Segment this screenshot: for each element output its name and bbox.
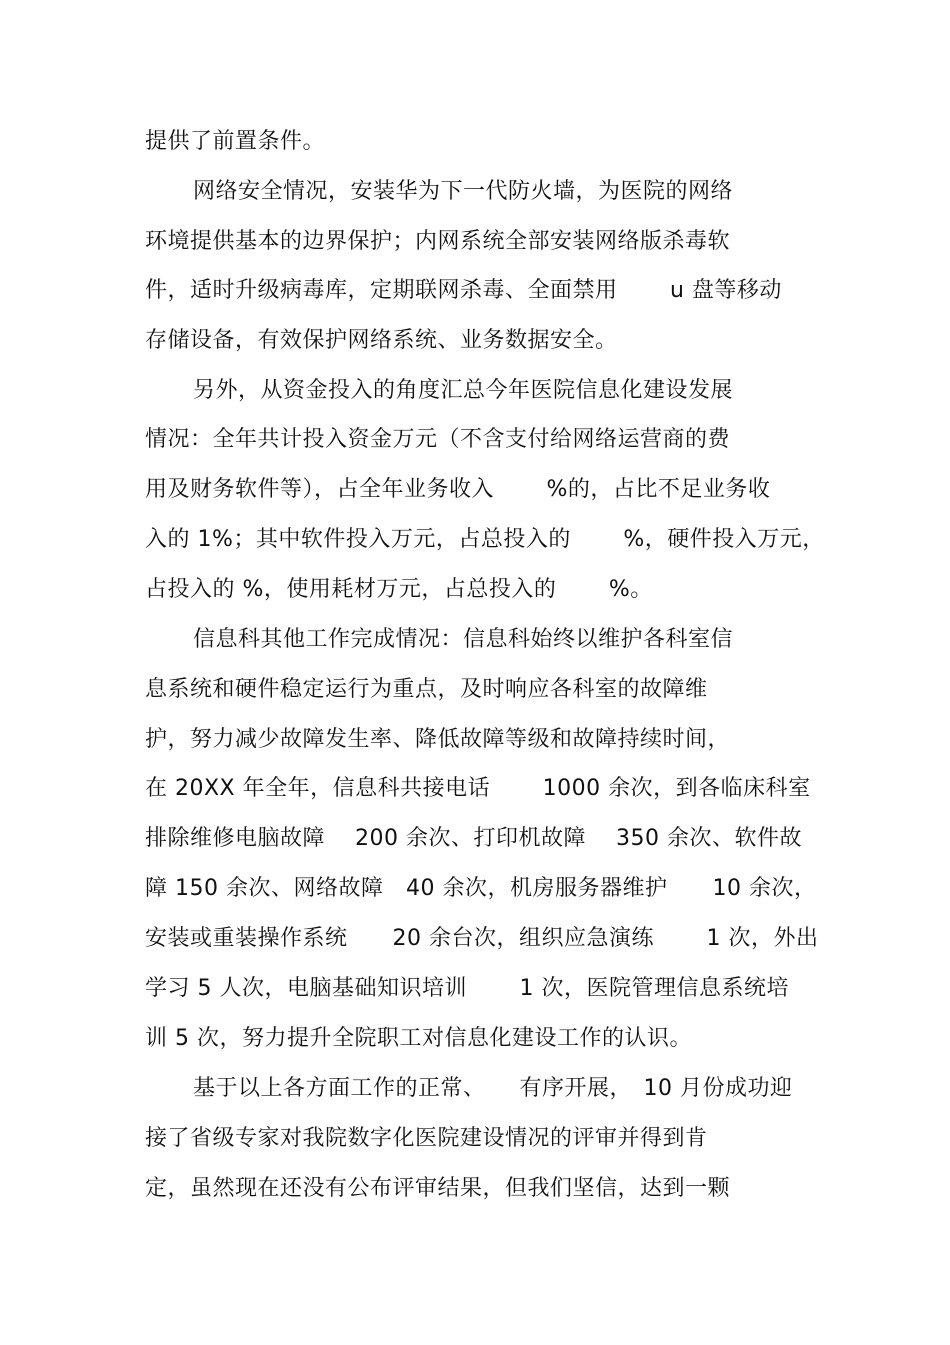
text-line: 定，虽然现在还没有公布评审结果，但我们坚信，达到一颗 bbox=[145, 1176, 731, 1201]
text-line: 障 150 余次、网络故障 40 余次，机房服务器维护 10 余次， bbox=[145, 876, 817, 901]
text-line: 排除维修电脑故障 200 余次、打印机故障 350 余次、软件故 bbox=[145, 826, 802, 851]
text-line: 息系统和硬件稳定运行为重点，及时响应各科室的故障维 bbox=[145, 677, 708, 702]
text-line: 占投入的 %，使用耗材万元，占总投入的 %。 bbox=[145, 577, 653, 602]
text-line: 环境提供基本的边界保护；内网系统全部安装网络版杀毒软 bbox=[145, 229, 731, 254]
text-line: 安装或重装操作系统 20 余台次，组织应急演练 1 次，外出 bbox=[145, 926, 819, 951]
text-line: 基于以上各方面工作的正常、 有序开展， 10 月份成功迎 bbox=[193, 1076, 793, 1101]
text-line: 提供了前置条件。 bbox=[145, 129, 326, 154]
text-line: 学习 5 人次，电脑基础知识培训 1 次，医院管理信息系统培 bbox=[145, 976, 789, 1001]
text-line: 信息科其他工作完成情况：信息科始终以维护各科室信 bbox=[193, 627, 734, 652]
text-line: 护，努力减少故障发生率、降低故障等级和故障持续时间， bbox=[145, 727, 731, 752]
text-line: 入的 1%；其中软件投入万元，占总投入的 %，硬件投入万元， bbox=[145, 527, 825, 552]
text-line: 网络安全情况，安装华为下一代防火墙，为医院的网络 bbox=[193, 179, 734, 204]
text-line: 接了省级专家对我院数字化医院建设情况的评审并得到肯 bbox=[145, 1126, 708, 1151]
text-line: 存储设备，有效保护网络系统、业务数据安全。 bbox=[145, 328, 618, 353]
text-line: 情况：全年共计投入资金万元（不含支付给网络运营商的费 bbox=[145, 427, 731, 452]
text-line: 用及财务软件等），占全年业务收入 %的，占比不足业务收 bbox=[145, 477, 771, 502]
text-line: 训 5 次，努力提升全院职工对信息化建设工作的认识。 bbox=[145, 1026, 692, 1051]
text-line: 在 20XX 年全年，信息科共接电话 1000 余次，到各临床科室 bbox=[145, 776, 811, 801]
text-line: 另外，从资金投入的角度汇总今年医院信息化建设发展 bbox=[193, 378, 734, 403]
text-line: 件，适时升级病毒库，定期联网杀毒、全面禁用 u 盘等移动 bbox=[145, 278, 782, 303]
